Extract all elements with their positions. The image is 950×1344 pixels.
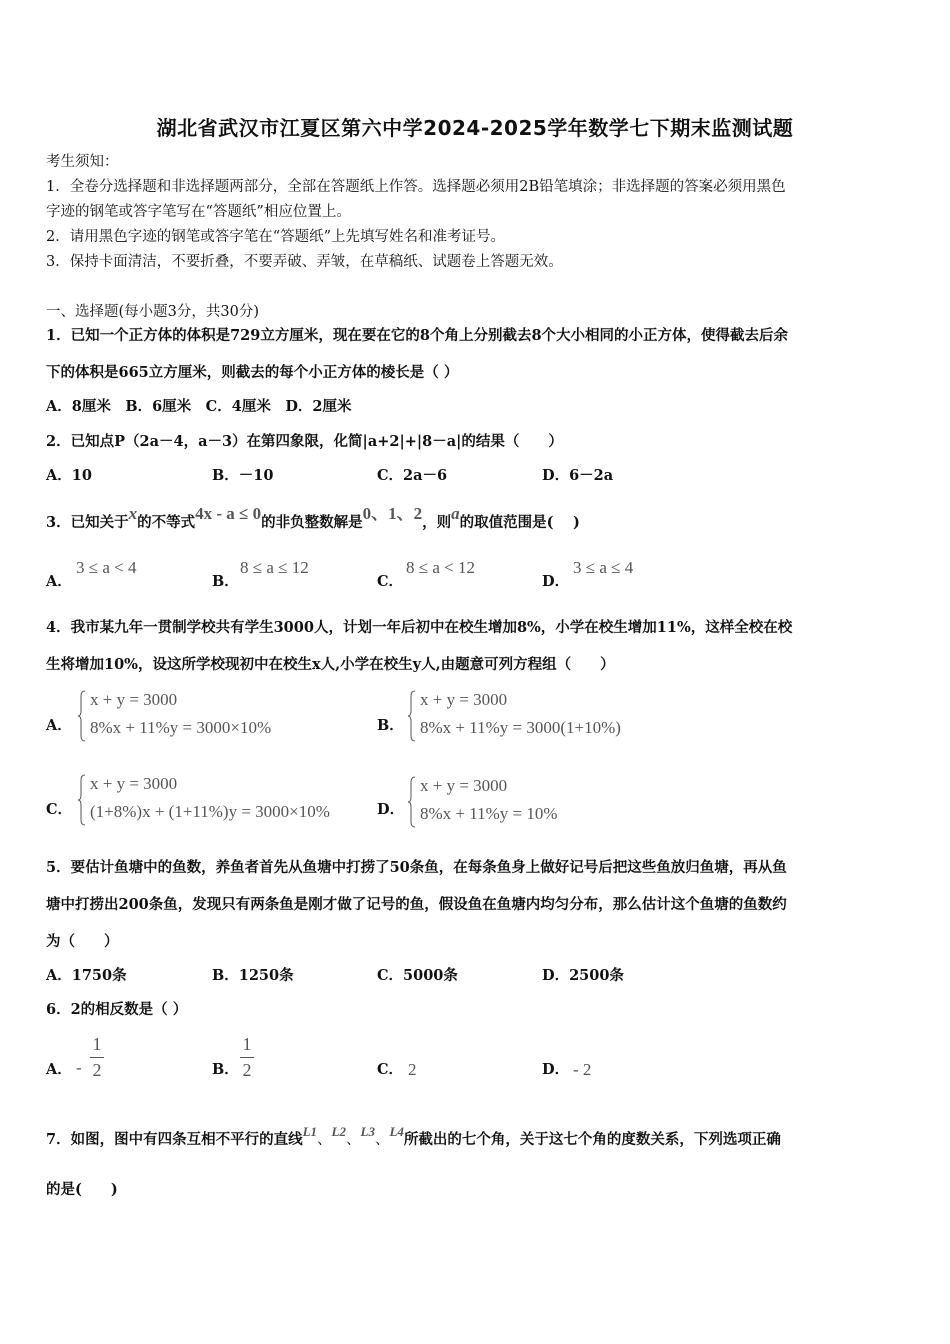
q6-label-c: C． [377, 1061, 404, 1078]
q3-option-b: 8 ≤ a ≤ 12 [240, 558, 309, 577]
q4-stem-line2: 生将增加10%，设这所学校现初中在校生x人,小学在校生y人,由题意可列方程组（ ） [46, 656, 615, 673]
q3-stem-b: 的不等式 [137, 514, 196, 531]
q4-a-eq2: 8%x + 11%y = 3000×10% [90, 718, 272, 737]
q4-c-eq1: x + y = 3000 [90, 774, 178, 793]
q2-stem: 2．已知点P（2a－4，a－3）在第四象限，化简|a+2|+|8－a|的结果（ ） [46, 433, 563, 450]
notice-item-3: 3．保持卡面清洁，不要折叠，不要弄破、弄皱，在草稿纸、试题卷上答题无效。 [46, 254, 563, 270]
q2-option-b: B．－10 [212, 467, 274, 484]
q7-line-l2: L2 [331, 1124, 346, 1139]
q6-label-d: D． [542, 1061, 570, 1078]
q3-option-c: 8 ≤ a < 12 [406, 558, 475, 577]
q4-c-eq2: (1+8%)x + (1+11%)y = 3000×10% [90, 802, 330, 821]
notice-item-2: 2．请用黑色字迹的钢笔或答字笔在“答题纸”上先填写姓名和准考证号。 [46, 229, 506, 245]
q1-stem-line1: 1．已知一个正方体的体积是729立方厘米，现在要在它的8个角上分别截去8个大小相同的小正方体，使得截去后余 [46, 327, 789, 344]
notice-heading: 考生须知： [46, 154, 119, 170]
q3-option-d: 3 ≤ a ≤ 4 [573, 558, 634, 577]
q3-solutions: 0、1、2 [362, 504, 423, 523]
q3-stem-c: 的非负整数解是 [261, 514, 363, 531]
q5-stem-line3: 为（ ） [46, 933, 119, 950]
q6-label-a: A． [46, 1061, 72, 1078]
q4-option-b [408, 690, 678, 746]
q3-var-x: x [128, 504, 138, 523]
q4-d-eq1: x + y = 3000 [420, 776, 508, 795]
q4-label-d: D． [377, 801, 405, 818]
q5-stem-line1: 5．要估计鱼塘中的鱼数，养鱼者首先从鱼塘中打捞了50条鱼，在每条鱼身上做好记号后把这些鱼放归鱼塘，再从鱼 [46, 859, 787, 876]
q1-stem-line2: 下的体积是665立方厘米，则截去的每个小正方体的棱长是（ ） [46, 364, 459, 381]
q4-a-eq1: x + y = 3000 [90, 690, 178, 709]
q3-var-a: a [451, 504, 460, 523]
fraction-numerator: 1 [242, 1034, 252, 1054]
q3-label-b: B． [212, 573, 239, 590]
notice-item-1: 1．全卷分选择题和非选择题两部分，全部在答题纸上作答。选择题必须用2B铅笔填涂；非选择题的答案必须用黑色 [46, 179, 786, 195]
q4-d-eq2: 8%x + 11%y = 10% [420, 804, 558, 823]
brace-icon [408, 690, 416, 742]
q3-inequality: 4x - a ≤ 0 [195, 504, 262, 523]
fraction-denominator: 2 [92, 1060, 102, 1080]
q7-sep: 、 [374, 1132, 390, 1148]
q3-option-a: 3 ≤ a < 4 [76, 558, 137, 577]
q7-line-l3: L3 [360, 1124, 375, 1139]
q5-stem-line2: 塘中打捞出200条鱼，发现只有两条鱼是刚才做了记号的鱼，假设鱼在鱼塘内均匀分布，那么估计这个鱼塘的鱼数约 [46, 896, 787, 913]
q6-label-b: B． [212, 1061, 239, 1078]
q3-stem-a: 3．已知关于 [46, 514, 129, 531]
q7-stem-a: 7．如图，图中有四条互相不平行的直线 [46, 1131, 303, 1148]
brace-icon [408, 776, 416, 828]
q3-label-d: D． [542, 573, 570, 590]
q6-option-c: 2 [408, 1060, 417, 1079]
q5-option-c: C．5000条 [377, 967, 458, 984]
q3-stem [46, 504, 906, 533]
q7-sep: 、 [346, 1132, 361, 1148]
q2-option-d: D．6－2a [542, 467, 614, 484]
q5-option-a: A．1750条 [46, 967, 127, 984]
q3-label-c: C． [377, 573, 404, 590]
fraction-numerator: 1 [92, 1034, 102, 1054]
q7-stem-b: 所截出的七个角，关于这七个角的度数关系，下列选项正确 [403, 1131, 781, 1148]
q2-option-a: A．10 [46, 467, 92, 484]
q3-label-a: A． [46, 573, 72, 590]
q6-option-d: - 2 [573, 1060, 592, 1079]
q4-b-eq2: 8%x + 11%y = 3000(1+10%) [420, 718, 621, 737]
q4-label-a: A． [46, 717, 72, 734]
fraction-bar [90, 1057, 104, 1058]
q4-option-d [408, 776, 628, 832]
page-title: 湖北省武汉市江夏区第六中学2024-2025学年数学七下期末监测试题 [156, 116, 794, 140]
q4-option-a [78, 690, 338, 746]
brace-icon [78, 690, 86, 742]
q7-line-l4: L4 [389, 1124, 404, 1139]
fraction-denominator: 2 [242, 1060, 252, 1080]
section-heading: 一、选择题(每小题3分，共30分) [46, 304, 259, 320]
q6-option-a-fraction [90, 1034, 104, 1081]
q5-option-b: B．1250条 [212, 967, 294, 984]
q4-option-c [78, 774, 373, 830]
q6-stem: 6．2的相反数是（ ） [46, 1001, 188, 1018]
q1-options: A．8厘米 B．6厘米 C．4厘米 D．2厘米 [46, 398, 352, 415]
q6-neg-sign: - [76, 1058, 82, 1077]
q3-stem-e: 的取值范围是( ) [459, 514, 580, 531]
q7-stem-line2: 的是( ) [46, 1181, 118, 1198]
q7-line-l1: L1 [302, 1124, 318, 1139]
q4-label-c: C． [46, 801, 73, 818]
q6-option-b-fraction [240, 1034, 254, 1081]
q3-stem-d: ，则 [422, 514, 452, 531]
q4-label-b: B． [377, 717, 404, 734]
q4-b-eq1: x + y = 3000 [420, 690, 508, 709]
brace-icon [78, 774, 86, 826]
fraction-bar [240, 1057, 254, 1058]
q4-stem-line1: 4．我市某九年一贯制学校共有学生3000人，计划一年后初中在校生增加8%，小学在校生增加11%，这样全校在校 [46, 619, 793, 636]
q5-option-d: D．2500条 [542, 967, 624, 984]
q2-option-c: C．2a－6 [377, 467, 448, 484]
q7-sep: 、 [317, 1132, 332, 1148]
q7-stem-line1 [46, 1124, 906, 1150]
notice-item-1-cont: 字迹的钢笔或答字笔写在“答题纸”相应位置上。 [46, 204, 351, 220]
